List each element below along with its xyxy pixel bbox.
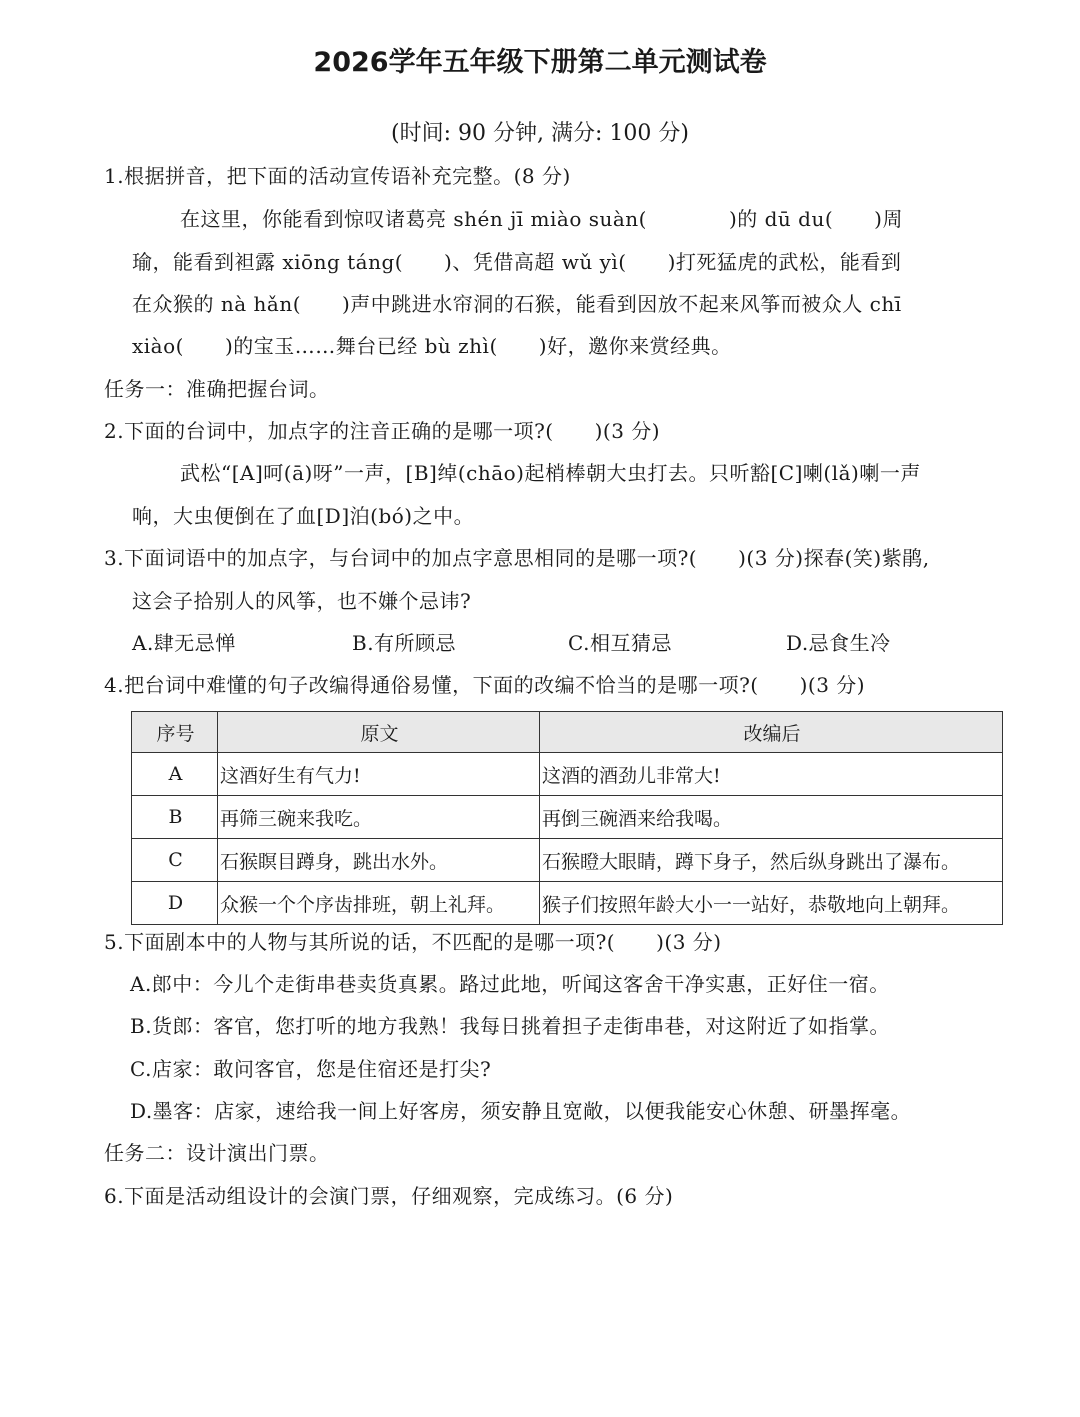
q2-line: 武松“[A]呵(ā)呀”一声，[B]绰(chāo)起梢棒朝大虫打去。只听豁[C]喇(lǎ)喇一声 <box>180 461 921 485</box>
q5-option-c: C.店家：敢问客官，您是住宿还是打尖? <box>130 1057 492 1081</box>
q5-option-a: A.郎中：今儿个走街串巷卖货真累。路过此地，听闻这客舍干净实惠，正好住一宿。 <box>130 972 890 996</box>
task2-heading: 任务二：设计演出门票。 <box>104 1141 330 1165</box>
q3-option-d: D.忌食生冷 <box>786 631 891 655</box>
q1-line: xiào( )的宝玉……舞台已经 bù zhì( )好，邀你来赏经典。 <box>132 334 732 358</box>
table-header-index: 序号 <box>132 712 218 753</box>
row-original: 众猴一个个序齿排班，朝上礼拜。 <box>218 882 540 925</box>
row-original: 石猴瞑目蹲身，跳出水外。 <box>218 839 540 882</box>
exam-info: (时间: 90 分钟, 满分: 100 分) <box>391 121 689 146</box>
row-id: D <box>132 882 218 925</box>
row-id: C <box>132 839 218 882</box>
row-adapted: 猴子们按照年龄大小一一站好，恭敬地向上朝拜。 <box>540 882 1003 925</box>
row-original: 这酒好生有气力! <box>218 753 540 796</box>
table-row <box>132 839 1003 882</box>
q2-stem: 2.下面的台词中，加点字的注音正确的是哪一项?( )(3 分) <box>104 419 661 443</box>
table-row <box>132 753 1003 796</box>
q3-stem: 3.下面词语中的加点字，与台词中的加点字意思相同的是哪一项?( )(3 分)探春(笑)紫鹃, <box>104 546 930 570</box>
row-adapted: 石猴瞪大眼睛，蹲下身子，然后纵身跳出了瀑布。 <box>540 839 1003 882</box>
row-original: 再筛三碗来我吃。 <box>218 796 540 839</box>
q6-stem: 6.下面是活动组设计的会演门票，仔细观察，完成练习。(6 分) <box>104 1184 674 1208</box>
table-header-adapted: 改编后 <box>540 712 1003 753</box>
row-adapted: 再倒三碗酒来给我喝。 <box>540 796 1003 839</box>
q5-stem: 5.下面剧本中的人物与其所说的话，不匹配的是哪一项?( )(3 分) <box>104 930 722 954</box>
row-id: B <box>132 796 218 839</box>
q2-line: 响，大虫便倒在了血[D]泊(bó)之中。 <box>132 504 475 528</box>
q4-stem: 4.把台词中难懂的句子改编得通俗易懂，下面的改编不恰当的是哪一项?( )(3 分) <box>104 673 866 697</box>
table-row <box>132 796 1003 839</box>
q3-option-a: A.肆无忌惮 <box>132 631 236 655</box>
task1-heading: 任务一：准确把握台词。 <box>104 377 330 401</box>
row-id: A <box>132 753 218 796</box>
q3-line: 这会子拾别人的风筝，也不嫌个忌讳? <box>132 589 472 613</box>
q4-table <box>131 711 1003 925</box>
q3-option-b: B.有所顾忌 <box>352 631 457 655</box>
q1-line: 在这里，你能看到惊叹诸葛亮 shén jī miào suàn( )的 dū du( )周 <box>180 207 903 231</box>
q1-line: 瑜，能看到袒露 xiōng táng( )、凭借高超 wǔ yì( )打死猛虎的武松，能看到 <box>132 250 902 274</box>
q1-line: 在众猴的 nà hǎn( )声中跳进水帘洞的石猴，能看到因放不起来风筝而被众人 chī <box>132 292 902 316</box>
q5-option-d: D.墨客：店家，速给我一间上好客房，须安静且宽敞，以便我能安心休憩、研墨挥毫。 <box>130 1099 912 1123</box>
q3-option-c: C.相互猜忌 <box>568 631 672 655</box>
page-title: 2026学年五年级下册第二单元测试卷 <box>313 47 767 78</box>
table-row <box>132 882 1003 925</box>
row-adapted: 这酒的酒劲儿非常大! <box>540 753 1003 796</box>
q1-stem: 1.根据拼音，把下面的活动宣传语补充完整。(8 分) <box>104 164 571 188</box>
q5-option-b: B.货郎：客官，您打听的地方我熟！我每日挑着担子走街串巷，对这附近了如指掌。 <box>130 1014 891 1038</box>
table-header-original: 原文 <box>218 712 540 753</box>
